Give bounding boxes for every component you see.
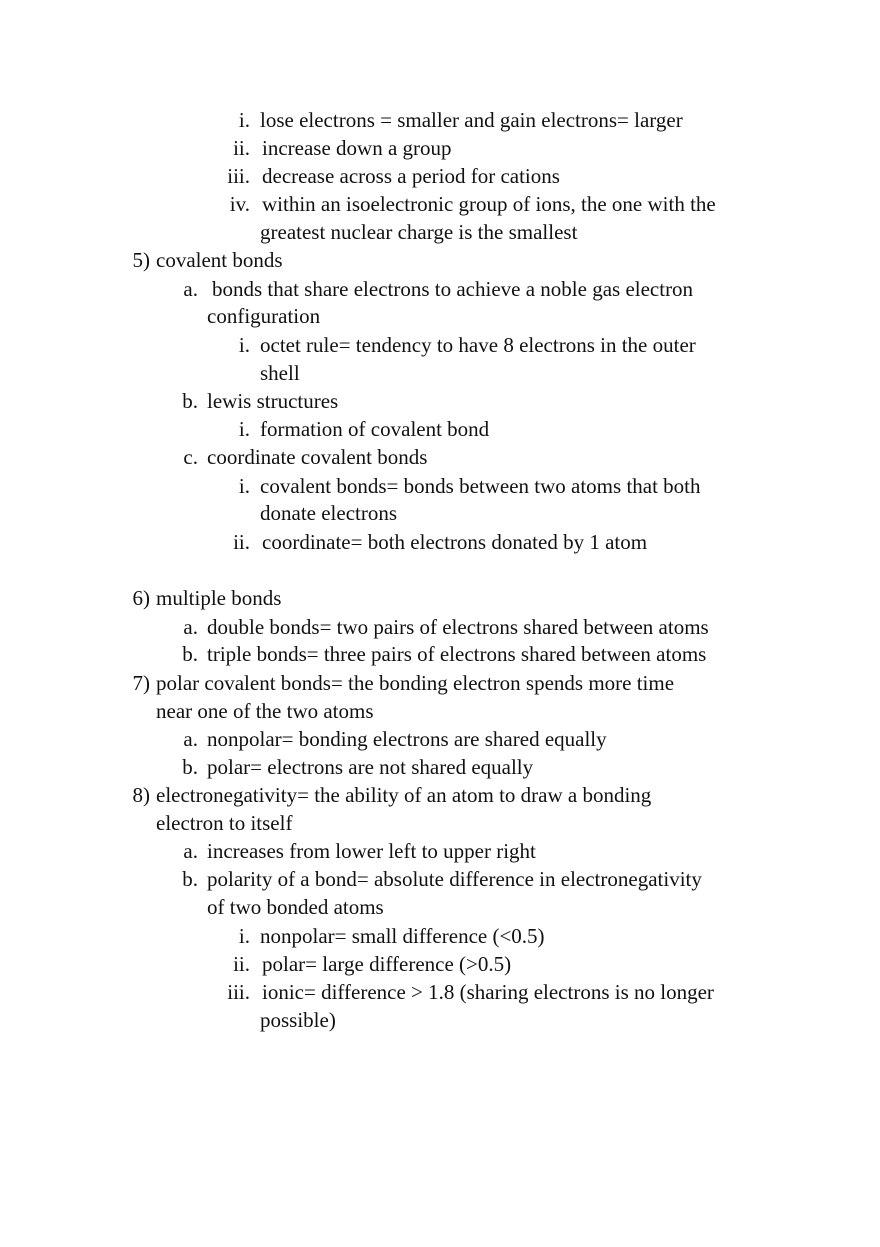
list-item-text: bonds that share electrons to achieve a noble gas electron <box>212 277 694 301</box>
list-item-text: triple bonds= three pairs of electrons shared between atoms <box>207 642 707 666</box>
list-item <box>0 922 880 950</box>
list-item-text: nonpolar= small difference (<0.5) <box>260 924 545 948</box>
list-item <box>0 246 880 274</box>
list-item <box>0 275 880 303</box>
list-item-text: configuration <box>207 304 321 328</box>
list-marker: ii. <box>233 136 250 160</box>
list-item-text: greatest nuclear charge is the smallest <box>260 220 578 244</box>
list-item-text: lose electrons = smaller and gain electrons= larger <box>260 108 683 132</box>
list-item <box>0 415 880 443</box>
section-heading: polar covalent bonds= the bonding electron spends more time <box>156 671 675 695</box>
list-item-continuation <box>0 499 880 527</box>
list-item <box>0 331 880 359</box>
list-item-text: double bonds= two pairs of electrons shared between atoms <box>207 615 709 639</box>
list-item <box>0 725 880 753</box>
list-marker: 6) <box>132 586 150 610</box>
list-marker: 7) <box>132 671 150 695</box>
list-item-text: increase down a group <box>262 136 452 160</box>
list-marker: c. <box>183 445 198 469</box>
section-heading: multiple bonds <box>156 586 282 610</box>
list-item-text: near one of the two atoms <box>156 699 374 723</box>
list-item-continuation <box>0 697 880 725</box>
list-marker: i. <box>238 108 250 132</box>
list-marker: i. <box>238 333 250 357</box>
list-marker: a. <box>183 727 198 751</box>
list-item <box>0 669 880 697</box>
list-marker: iii. <box>227 164 250 188</box>
list-item <box>0 837 880 865</box>
list-item-continuation <box>0 218 880 246</box>
list-marker: 8) <box>132 783 150 807</box>
list-marker: i. <box>238 924 250 948</box>
list-item-text: possible) <box>260 1008 336 1032</box>
list-item-text: within an isoelectronic group of ions, the one with the <box>262 192 716 216</box>
list-item <box>0 950 880 978</box>
list-item <box>0 528 880 556</box>
list-item-text: octet rule= tendency to have 8 electrons in the outer <box>260 333 696 357</box>
section-heading: electronegativity= the ability of an atom to draw a bonding <box>156 783 652 807</box>
list-item-text: polarity of a bond= absolute difference in electronegativity <box>207 867 702 891</box>
list-item-continuation <box>0 1006 880 1034</box>
list-item <box>0 781 880 809</box>
list-item <box>0 443 880 471</box>
list-item-text: increases from lower left to upper right <box>207 839 536 863</box>
list-item-text: shell <box>260 361 300 385</box>
list-marker: b. <box>182 755 198 779</box>
list-item-text: formation of covalent bond <box>260 417 490 441</box>
list-item-text: coordinate covalent bonds <box>207 445 428 469</box>
list-item <box>0 162 880 190</box>
list-item-continuation <box>0 893 880 921</box>
list-marker: 5) <box>132 248 150 272</box>
list-item <box>0 387 880 415</box>
list-marker: ii. <box>233 530 250 554</box>
section-heading: covalent bonds <box>156 248 283 272</box>
list-marker: b. <box>182 642 198 666</box>
list-marker: a. <box>183 277 198 301</box>
list-item-text: decrease across a period for cations <box>262 164 560 188</box>
list-marker: i. <box>238 417 250 441</box>
list-item <box>0 865 880 893</box>
list-item <box>0 472 880 500</box>
list-marker: a. <box>183 839 198 863</box>
list-item <box>0 613 880 641</box>
list-item-text: lewis structures <box>207 389 339 413</box>
list-marker: ii. <box>233 952 250 976</box>
list-marker: b. <box>182 389 198 413</box>
list-marker: iii. <box>227 980 250 1004</box>
list-item <box>0 753 880 781</box>
list-item-continuation <box>0 302 880 330</box>
list-item <box>0 978 880 1006</box>
list-item-text: nonpolar= bonding electrons are shared equally <box>207 727 607 751</box>
list-item <box>0 584 880 612</box>
list-item <box>0 640 880 668</box>
list-item-text: of two bonded atoms <box>207 895 384 919</box>
list-item <box>0 106 880 134</box>
list-item-text: donate electrons <box>260 501 398 525</box>
list-item-text: coordinate= both electrons donated by 1 atom <box>262 530 648 554</box>
list-item-continuation <box>0 359 880 387</box>
list-marker: i. <box>238 474 250 498</box>
list-item <box>0 190 880 218</box>
list-marker: iv. <box>229 192 250 216</box>
list-item-text: covalent bonds= bonds between two atoms that both <box>260 474 701 498</box>
list-item-text: polar= large difference (>0.5) <box>262 952 512 976</box>
list-item <box>0 134 880 162</box>
list-marker: b. <box>182 867 198 891</box>
list-item-text: ionic= difference > 1.8 (sharing electrons is no longer <box>262 980 714 1004</box>
list-item-text: electron to itself <box>156 811 293 835</box>
list-item-text: polar= electrons are not shared equally <box>207 755 534 779</box>
list-marker: a. <box>183 615 198 639</box>
list-item-continuation <box>0 809 880 837</box>
